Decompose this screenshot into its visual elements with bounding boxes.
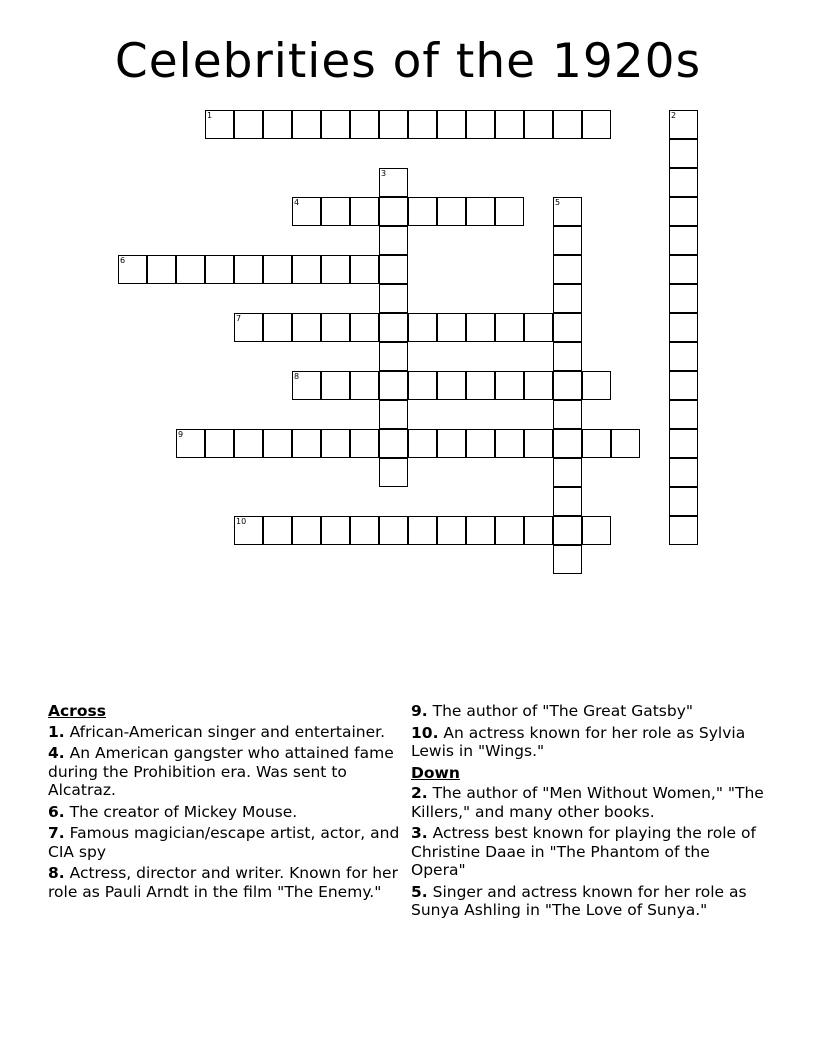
grid-cell[interactable] xyxy=(553,371,582,400)
grid-cell[interactable] xyxy=(205,429,234,458)
grid-cell[interactable] xyxy=(553,313,582,342)
grid-cell[interactable] xyxy=(408,516,437,545)
clue-number: 2. xyxy=(411,784,428,802)
grid-cell[interactable] xyxy=(379,284,408,313)
grid-cell[interactable] xyxy=(553,226,582,255)
grid-cell[interactable] xyxy=(669,342,698,371)
grid-cell[interactable] xyxy=(350,110,379,139)
grid-cell[interactable] xyxy=(176,429,205,458)
grid-cell[interactable] xyxy=(292,371,321,400)
grid-cell[interactable] xyxy=(669,110,698,139)
page-title: Celebrities of the 1920s xyxy=(114,34,702,89)
grid-cell[interactable] xyxy=(437,197,466,226)
grid-cell[interactable] xyxy=(437,429,466,458)
cell-number: 4 xyxy=(294,198,300,207)
grid-cell[interactable] xyxy=(669,400,698,429)
grid-cell[interactable] xyxy=(553,516,582,545)
grid-cell[interactable] xyxy=(582,516,611,545)
cell-number: 8 xyxy=(294,372,300,381)
grid-cell[interactable] xyxy=(408,110,437,139)
clue-down-3 xyxy=(411,824,767,880)
grid-cell[interactable] xyxy=(437,371,466,400)
grid-cell[interactable] xyxy=(495,429,524,458)
grid-cell[interactable] xyxy=(379,458,408,487)
grid-cell[interactable] xyxy=(553,400,582,429)
grid-cell[interactable] xyxy=(292,110,321,139)
grid-cell[interactable] xyxy=(524,110,553,139)
grid-cell[interactable] xyxy=(263,429,292,458)
grid-cell[interactable] xyxy=(292,516,321,545)
cell-number: 10 xyxy=(236,517,247,526)
clue-number: 1. xyxy=(48,722,65,741)
clue-text: An actress known for her role as Sylvia Lewis in "Wings." xyxy=(411,723,746,760)
grid-cell[interactable] xyxy=(379,313,408,342)
grid-cell[interactable] xyxy=(466,110,495,139)
grid-cell[interactable] xyxy=(553,110,582,139)
grid-cell[interactable] xyxy=(495,313,524,342)
grid-cell[interactable] xyxy=(437,516,466,545)
clue-across-10 xyxy=(411,724,767,761)
clue-across-6 xyxy=(48,803,404,822)
grid-cell[interactable] xyxy=(495,197,524,226)
grid-cell[interactable] xyxy=(495,110,524,139)
grid-cell[interactable] xyxy=(669,371,698,400)
grid-cell[interactable] xyxy=(176,255,205,284)
grid-cell[interactable] xyxy=(669,255,698,284)
grid-cell[interactable] xyxy=(379,197,408,226)
clues-left-column xyxy=(48,702,404,904)
grid-cell[interactable] xyxy=(234,255,263,284)
grid-cell[interactable] xyxy=(582,110,611,139)
grid-cell[interactable] xyxy=(147,255,176,284)
grid-cell[interactable] xyxy=(234,516,263,545)
grid-cell[interactable] xyxy=(553,197,582,226)
grid-cell[interactable] xyxy=(669,197,698,226)
grid-cell[interactable] xyxy=(669,139,698,168)
grid-cell[interactable] xyxy=(234,313,263,342)
grid-cell[interactable] xyxy=(669,284,698,313)
cell-number: 2 xyxy=(671,111,677,120)
grid-cell[interactable] xyxy=(611,429,640,458)
grid-cell[interactable] xyxy=(408,313,437,342)
grid-cell[interactable] xyxy=(321,516,350,545)
cell-number: 5 xyxy=(555,198,561,207)
clues-right-column xyxy=(411,702,767,923)
grid-cell[interactable] xyxy=(437,110,466,139)
clue-number: 9. xyxy=(411,702,428,720)
cell-number: 7 xyxy=(236,314,242,323)
grid-cell[interactable] xyxy=(379,342,408,371)
clue-text: Actress, director and writer. Known for her role as Pauli Arndt in the film "The Enemy." xyxy=(48,864,398,901)
grid-cell[interactable] xyxy=(321,371,350,400)
grid-cell[interactable] xyxy=(234,429,263,458)
grid-cell[interactable] xyxy=(350,313,379,342)
grid-cell[interactable] xyxy=(437,313,466,342)
grid-cell[interactable] xyxy=(292,197,321,226)
grid-cell[interactable] xyxy=(466,371,495,400)
grid-cell[interactable] xyxy=(263,516,292,545)
clue-across-9 xyxy=(411,702,767,721)
down-heading: Down xyxy=(411,763,460,782)
grid-cell[interactable] xyxy=(205,255,234,284)
grid-cell[interactable] xyxy=(321,197,350,226)
cell-number: 3 xyxy=(381,169,387,178)
grid-cell[interactable] xyxy=(321,313,350,342)
grid-cell[interactable] xyxy=(292,255,321,284)
grid-cell[interactable] xyxy=(379,168,408,197)
grid-cell[interactable] xyxy=(669,226,698,255)
clue-across-8 xyxy=(48,864,404,901)
clue-down-5 xyxy=(411,883,767,920)
grid-cell[interactable] xyxy=(669,168,698,197)
cell-number: 9 xyxy=(178,430,184,439)
clue-number: 10. xyxy=(411,723,439,742)
grid-cell[interactable] xyxy=(263,255,292,284)
grid-cell[interactable] xyxy=(408,371,437,400)
grid-cell[interactable] xyxy=(669,516,698,545)
clue-number: 5. xyxy=(411,882,428,901)
grid-cell[interactable] xyxy=(379,429,408,458)
grid-cell[interactable] xyxy=(524,429,553,458)
clue-text: Famous magician/escape artist, actor, and CIA spy xyxy=(48,824,400,861)
grid-cell[interactable] xyxy=(495,371,524,400)
grid-cell[interactable] xyxy=(321,429,350,458)
grid-cell[interactable] xyxy=(379,400,408,429)
grid-cell[interactable] xyxy=(379,226,408,255)
clue-number: 4. xyxy=(48,744,65,762)
grid-cell[interactable] xyxy=(205,110,234,139)
cell-number: 1 xyxy=(207,111,213,120)
clue-text: The author of "The Great Gatsby" xyxy=(432,702,694,720)
grid-cell[interactable] xyxy=(553,458,582,487)
clue-text: The creator of Mickey Mouse. xyxy=(69,802,298,821)
grid-cell[interactable] xyxy=(350,371,379,400)
grid-cell[interactable] xyxy=(321,110,350,139)
clue-number: 8. xyxy=(48,864,65,882)
clue-text: Actress best known for playing the role of Christine Daae in "The Phantom of the Opera" xyxy=(411,824,756,879)
grid-cell[interactable] xyxy=(669,458,698,487)
grid-cell[interactable] xyxy=(669,487,698,516)
grid-cell[interactable] xyxy=(553,545,582,574)
clue-number: 3. xyxy=(411,824,428,842)
grid-cell[interactable] xyxy=(524,313,553,342)
grid-cell[interactable] xyxy=(582,371,611,400)
clue-number: 7. xyxy=(48,824,65,842)
grid-cell[interactable] xyxy=(263,110,292,139)
across-heading: Across xyxy=(48,702,106,720)
grid-cell[interactable] xyxy=(553,487,582,516)
grid-cell[interactable] xyxy=(350,197,379,226)
grid-cell[interactable] xyxy=(495,516,524,545)
grid-cell[interactable] xyxy=(669,313,698,342)
clue-text: An American gangster who attained fame during the Prohibition era. Was sent to Alcatraz. xyxy=(48,744,394,799)
clue-down-2 xyxy=(411,784,767,821)
grid-cell[interactable] xyxy=(292,429,321,458)
clue-across-1 xyxy=(48,723,404,742)
grid-cell[interactable] xyxy=(292,313,321,342)
grid-cell[interactable] xyxy=(553,255,582,284)
grid-cell[interactable] xyxy=(379,516,408,545)
cell-number: 6 xyxy=(120,256,126,265)
grid-cell[interactable] xyxy=(466,197,495,226)
grid-cell[interactable] xyxy=(669,429,698,458)
grid-cell[interactable] xyxy=(350,429,379,458)
grid-cell[interactable] xyxy=(408,429,437,458)
grid-cell[interactable] xyxy=(582,429,611,458)
grid-cell[interactable] xyxy=(553,342,582,371)
clue-text: The author of "Men Without Women," "The Killers," and many other books. xyxy=(411,784,764,821)
grid-cell[interactable] xyxy=(466,429,495,458)
grid-cell[interactable] xyxy=(553,284,582,313)
grid-cell[interactable] xyxy=(466,313,495,342)
clue-text: African-American singer and entertainer. xyxy=(69,722,386,741)
clue-text: Singer and actress known for her role as Sunya Ashling in "The Love of Sunya." xyxy=(411,882,747,919)
grid-cell[interactable] xyxy=(350,255,379,284)
grid-cell[interactable] xyxy=(379,255,408,284)
clue-number: 6. xyxy=(48,802,65,821)
grid-cell[interactable] xyxy=(350,516,379,545)
grid-cell[interactable] xyxy=(118,255,147,284)
grid-cell[interactable] xyxy=(408,197,437,226)
grid-cell[interactable] xyxy=(524,371,553,400)
clue-across-7 xyxy=(48,824,404,861)
grid-cell[interactable] xyxy=(524,516,553,545)
grid-cell[interactable] xyxy=(234,110,263,139)
grid-cell[interactable] xyxy=(379,110,408,139)
grid-cell[interactable] xyxy=(466,516,495,545)
grid-cell[interactable] xyxy=(379,371,408,400)
grid-cell[interactable] xyxy=(263,313,292,342)
grid-cell[interactable] xyxy=(553,429,582,458)
grid-cell[interactable] xyxy=(321,255,350,284)
clue-across-4 xyxy=(48,744,404,800)
